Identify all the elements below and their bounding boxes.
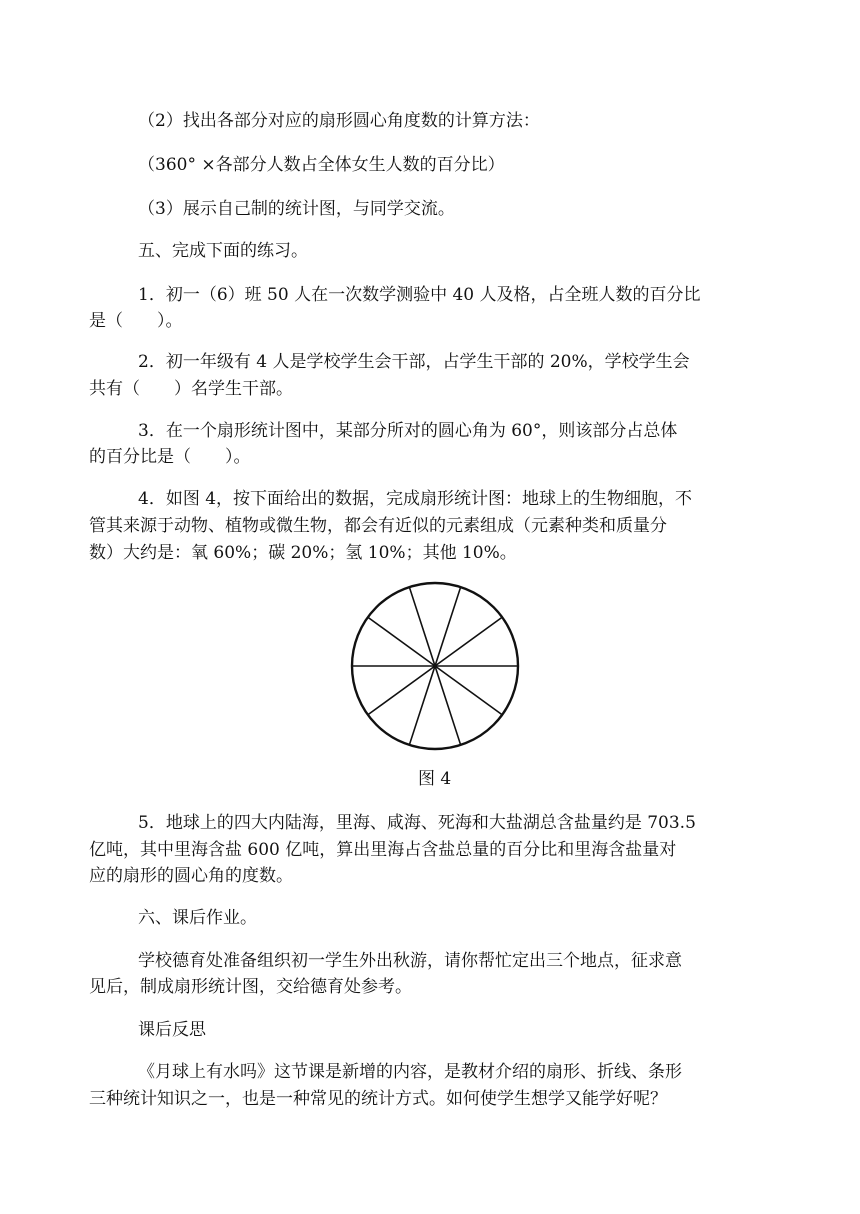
- sector-divider: [435, 666, 502, 715]
- sector-divider: [368, 666, 435, 715]
- text-line: （360° ×各部分人数占全体女生人数的百分比）: [138, 155, 505, 175]
- figure-caption: 图 4: [418, 769, 452, 789]
- reflection-heading: 课后反思: [138, 1020, 206, 1040]
- sector-divider: [409, 666, 435, 745]
- section-heading: 六、课后作业。: [138, 908, 257, 928]
- text-line: （2）找出各部分对应的扇形圆心角度数的计算方法：: [138, 111, 540, 131]
- reflection-line: 三种统计知识之一，也是一种常见的统计方式。如何使学生想学又能学好呢？: [89, 1089, 667, 1109]
- section-heading: 五、完成下面的练习。: [138, 241, 308, 261]
- sector-divider: [435, 617, 502, 666]
- exercise-2-line: 2．初一年级有 4 人是学校学生会干部，占学生干部的 20%，学校学生会: [138, 352, 690, 372]
- sector-divider: [409, 587, 435, 666]
- exercise-3-line: 的百分比是（ ）。: [89, 447, 251, 467]
- homework-line: 见后，制成扇形统计图，交给德育处参考。: [89, 977, 412, 997]
- exercise-5-line: 5．地球上的四大内陆海，里海、咸海、死海和大盐湖总含盐量约是 703.5: [138, 813, 696, 833]
- reflection-line: 《月球上有水吗》这节课是新增的内容，是教材介绍的扇形、折线、条形: [138, 1062, 682, 1082]
- sector-divider: [435, 666, 461, 745]
- exercise-4-line: 4．如图 4，按下面给出的数据，完成扇形统计图：地球上的生物细胞，不: [138, 489, 693, 509]
- exercise-2-line: 共有（ ）名学生干部。: [89, 379, 293, 399]
- exercise-5-line: 亿吨，其中里海含盐 600 亿吨，算出里海占含盐总量的百分比和里海含盐量对: [89, 840, 677, 860]
- exercise-1-line: 1．初一（6）班 50 人在一次数学测验中 40 人及格，占全班人数的百分比: [138, 285, 701, 305]
- text-line: （3）展示自己制的统计图，与同学交流。: [138, 199, 455, 219]
- sector-divider: [435, 587, 461, 666]
- exercise-1-line: 是（ ）。: [89, 311, 183, 331]
- exercise-4-line: 数）大约是：氧 60%；碳 20%；氢 10%；其他 10%。: [89, 543, 517, 563]
- exercise-3-line: 3．在一个扇形统计图中，某部分所对的圆心角为 60°，则该部分占总体: [138, 421, 678, 441]
- homework-line: 学校德育处准备组织初一学生外出秋游，请你帮忙定出三个地点，征求意: [138, 951, 682, 971]
- sector-divider: [368, 617, 435, 666]
- exercise-5-line: 应的扇形的圆心角的度数。: [89, 866, 293, 886]
- pie-chart-template-figure: [349, 580, 521, 752]
- exercise-4-line: 管其来源于动物、植物或微生物，都会有近似的元素组成（元素种类和质量分: [89, 516, 667, 536]
